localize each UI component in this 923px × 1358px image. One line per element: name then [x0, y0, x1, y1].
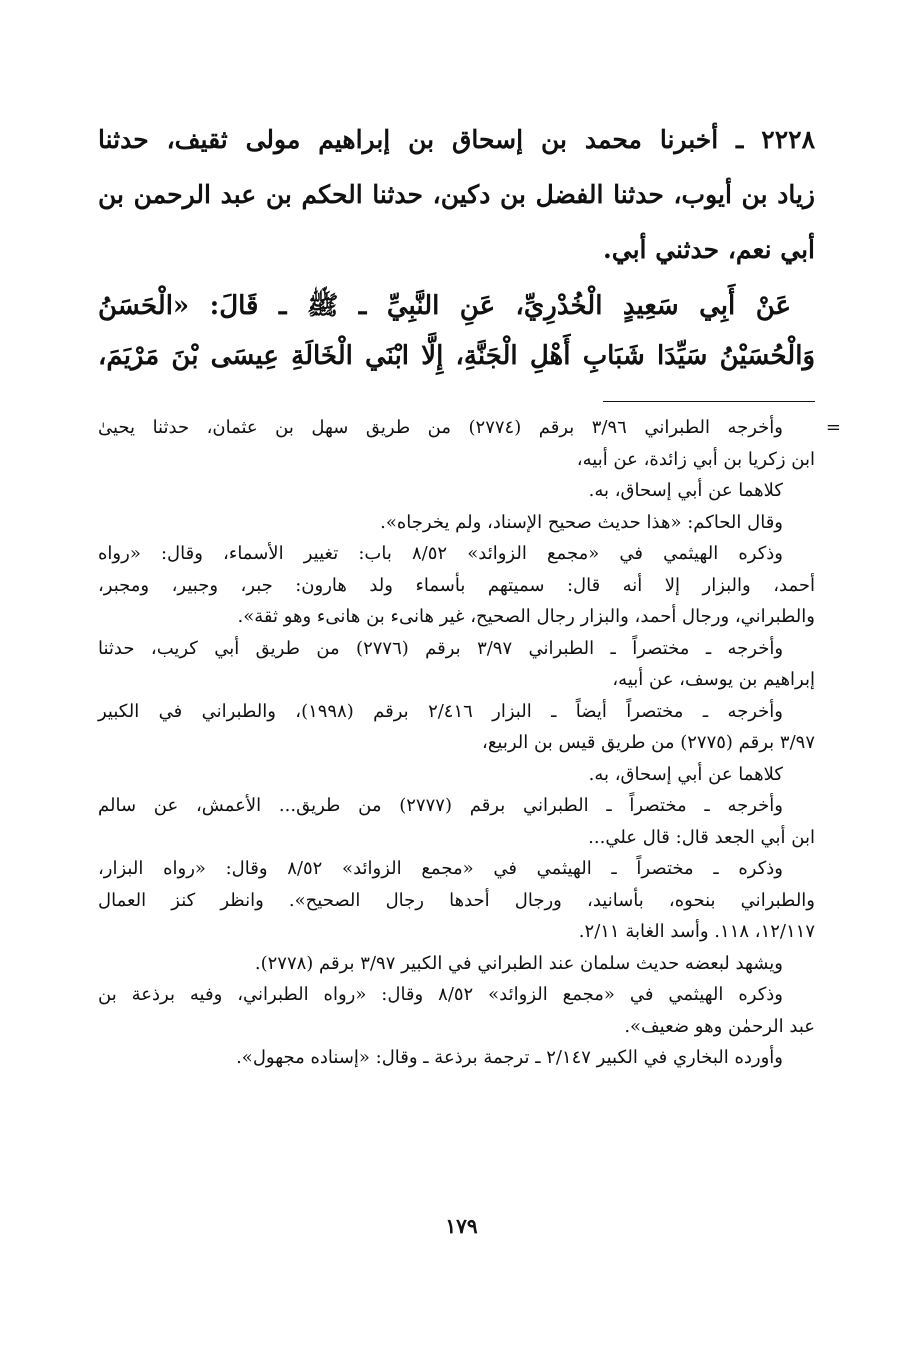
footnote-line: كلاهما عن أبي إسحاق، به.	[588, 763, 783, 785]
isnad-line: ٢٢٢٨ ـ أخبرنا محمد بن إسحاق بن إبراهيم مولى ثقيف، حدثنا	[98, 125, 815, 154]
footnote-line: كلاهما عن أبي إسحاق، به.	[588, 480, 783, 501]
footnote-line: ابن أبي الجعد قال: قال علي...	[588, 826, 815, 848]
footnote-line: ابن زكريا بن أبي زائدة، عن أبيه،	[576, 448, 815, 470]
footnote-line: أحمد، والبزار إلا أنه قال: سميتهم بأسماء ولد هارون: جبر، وجبير، ومجبر،	[98, 574, 815, 596]
footnote-line: عبد الرحمٰن وهو ضعيف».	[624, 1015, 815, 1037]
page-number: ١٧٩	[445, 1214, 478, 1238]
footnote-line: والطبراني بنحوه، بأسانيد، ورجال أحدها رجال الصحيح». وانظر كنز العمال	[98, 889, 815, 911]
footnote-line: وذكره الهيثمي في «مجمع الزوائد» ٨/٥٢ باب: تغيير الأسماء، وقال: «رواه	[98, 543, 783, 564]
continuation-mark: =	[825, 417, 841, 438]
hadith-isnad	[98, 112, 815, 277]
matn-line: عَنْ أَبِي سَعِيدٍ الْخُدْرِيِّ، عَنِ النَّبِيِّ ـ ﷺ ـ قَالَ: «الْحَسَنُ	[98, 291, 791, 321]
footnote-line: وأخرجه ـ مختصراً ـ الطبراني ٣/٩٧ برقم (٢٧٧٦) من طريق أبي كريب، حدثنا	[98, 637, 784, 659]
footnote-line: وذكره ـ مختصراً ـ الهيثمي في «مجمع الزوائد» ٨/٥٢ وقال: «رواه البزار،	[98, 858, 783, 879]
footnotes	[98, 412, 841, 1074]
page-body	[98, 112, 841, 1262]
footnote-line: وأخرجه الطبراني ٣/٩٦ برقم (٢٧٧٤) من طريق سهل بن عثمان، حدثنا يحيىٰ	[98, 417, 784, 438]
footnote-line: وأخرجه ـ مختصراً ـ الطبراني برقم (٢٧٧٧) من طريق... الأعمش، عن سالم	[98, 795, 783, 816]
footnote-divider	[603, 401, 815, 402]
footnote-line: وأخرجه ـ مختصراً أيضاً ـ البزار ٢/٤١٦ برقم (١٩٩٨)، والطبراني في الكبير	[98, 700, 783, 722]
footnote-line: ويشهد لبعضه حديث سلمان عند الطبراني في الكبير ٣/٩٧ برقم (٢٧٧٨).	[254, 952, 783, 974]
isnad-line: أبي نعم، حدثني أبي.	[603, 235, 815, 264]
footnote-line: ١٢/١١٧، ١١٨. وأسد الغابة ٢/١١.	[578, 921, 815, 942]
matn-line: وَالْحُسَيْنُ سَيِّدَا شَبَابِ أَهْلِ الْجَنَّةِ، إِلَّا ابْنَي الْخَالَةِ عِيسَى بْنَ مَرْيَمَ،	[98, 341, 815, 371]
footnote-line: وقال الحاكم: «هذا حديث صحيح الإسناد، ولم يخرجاه».	[380, 511, 783, 533]
footnote-line: إبراهيم بن يوسف، عن أبيه،	[612, 669, 815, 690]
footnote-line: والطبراني، ورجال أحمد، والبزار رجال الصحيح، غير هانىء بن هانىء وهو ثقة».	[237, 606, 815, 627]
isnad-line: زياد بن أيوب، حدثنا الفضل بن دكين، حدثنا الحكم بن عبد الرحمن بن	[98, 180, 815, 209]
footnote-line: وأورده البخاري في الكبير ٢/١٤٧ ـ ترجمة برذعة ـ وقال: «إسناده مجهول».	[236, 1047, 783, 1068]
footnote-line: ٣/٩٧ برقم (٢٧٧٥) من طريق قيس بن الربيع،	[482, 732, 815, 753]
hadith-matn	[98, 281, 815, 381]
footnote-row	[98, 412, 841, 444]
footnote-line: وذكره الهيثمي في «مجمع الزوائد» ٨/٥٢ وقال: «رواه الطبراني، وفيه برذعة بن	[98, 984, 783, 1005]
